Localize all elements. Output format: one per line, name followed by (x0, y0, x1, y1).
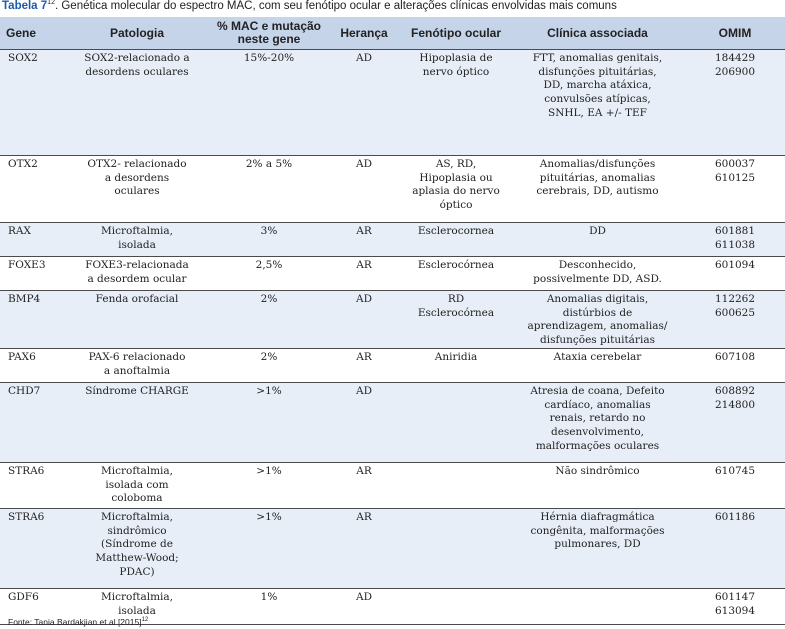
cell-omim: 610745 (714, 464, 756, 477)
cell-heranca: AR (356, 464, 372, 477)
cell-gene: OTX2 (8, 158, 38, 170)
cell-clinica: Não sindrômico (555, 464, 640, 477)
cell-fenotipo (402, 508, 510, 588)
cell-clinica: Desconhecido, possivelmente DD, ASD. (533, 259, 662, 285)
cell-omim: 112262 600625 (685, 291, 785, 349)
table-caption (2, 0, 617, 12)
cell-omim: 600037 610125 (714, 158, 756, 184)
cell-fenotipo (402, 588, 510, 624)
header-clinica: Clínica associada (510, 17, 685, 50)
cell-mac: 1% (260, 590, 278, 603)
cell-patologia: Síndrome CHARGE (62, 382, 212, 462)
cell-gene: GDF6 (8, 590, 39, 603)
cell-mac: 3% (212, 223, 326, 257)
cell-heranca: AR (326, 508, 402, 588)
cell-gene: FOXE3 (8, 259, 46, 271)
cell-fenotipo: Hipoplasia de nervo óptico (402, 50, 510, 156)
cell-clinica: Anomalias digitais, distúrbios de aprendizagem, anomalias/ disfunções pituitárias (510, 291, 685, 349)
cell-omim: 184429 206900 (685, 50, 785, 156)
cell-gene: STRA6 (0, 508, 62, 588)
table-source (8, 617, 148, 627)
header-omim: OMIM (685, 17, 785, 50)
cell-omim: 601147 613094 (714, 590, 756, 617)
header-row (0, 17, 785, 50)
table-row (0, 508, 785, 588)
genetics-table (0, 17, 785, 625)
cell-patologia: Fenda orofacial (62, 291, 212, 349)
cell-mac: >1% (212, 508, 326, 588)
cell-patologia: PAX-6 relacionado a anoftalmia (88, 350, 186, 377)
table-row (0, 382, 785, 462)
cell-clinica (510, 588, 685, 624)
cell-heranca: AD (326, 291, 402, 349)
cell-patologia: Microftalmia, isolada (62, 223, 212, 257)
cell-mac: >1% (256, 464, 282, 477)
cell-heranca: AD (355, 590, 372, 603)
cell-mac: >1% (212, 382, 326, 462)
cell-clinica: DD (510, 223, 685, 257)
cell-heranca: AR (356, 259, 372, 271)
cell-heranca: AD (326, 382, 402, 462)
cell-patologia: SOX2-relacionado a desordens oculares (62, 50, 212, 156)
cell-mac: 2,5% (255, 259, 283, 271)
cell-clinica: Atresia de coana, Defeito cardíaco, anomalias renais, retardo no desenvolvimento, malformações oculares (510, 382, 685, 462)
table-row (0, 223, 785, 257)
header-fenotipo: Fenótipo ocular (402, 17, 510, 50)
table-row (0, 156, 785, 223)
caption-ref: 12 (47, 0, 55, 6)
cell-gene: PAX6 (8, 350, 36, 363)
header-heranca: Herança (326, 17, 402, 50)
cell-patologia: OTX2- relacionado a desordens oculares (87, 158, 187, 198)
table-row (0, 50, 785, 156)
cell-heranca: AD (355, 158, 372, 170)
cell-gene: SOX2 (0, 50, 62, 156)
cell-patologia: FOXE3-relacionada a desordem ocular (85, 259, 189, 285)
table-row (0, 348, 785, 382)
cell-omim: 601881 611038 (685, 223, 785, 257)
source-ref: 12 (141, 617, 149, 624)
cell-gene: BMP4 (0, 291, 62, 349)
cell-mac: 15%-20% (212, 50, 326, 156)
cell-heranca: AR (326, 223, 402, 257)
cell-clinica: Anomalias/disfunções pituitárias, anomalias cerebrais, DD, autismo (536, 158, 659, 198)
header-patologia: Patologia (62, 17, 212, 50)
header-gene: Gene (0, 17, 62, 50)
cell-clinica: Ataxia cerebelar (553, 350, 642, 363)
cell-fenotipo (402, 382, 510, 462)
cell-omim: 607108 (714, 350, 756, 363)
cell-patologia: Microftalmia, sindrômico (Síndrome de Matthew-Wood; PDAC) (62, 508, 212, 588)
cell-mac: 2% a 5% (245, 158, 293, 170)
caption-text: . Genética molecular do espectro MAC, com seu fenótipo ocular e alterações clínicas envolvidas mais comuns (54, 0, 617, 12)
table-row (0, 291, 785, 349)
cell-gene: STRA6 (8, 464, 45, 477)
cell-fenotipo (402, 462, 510, 508)
cell-omim: 601094 (714, 259, 756, 271)
cell-fenotipo: Esclerocornea (402, 223, 510, 257)
cell-patologia: Microftalmia, isolada com coloboma (101, 464, 173, 505)
table-row (0, 257, 785, 291)
cell-mac: 2% (212, 291, 326, 349)
cell-fenotipo: RD Esclerocórnea (402, 291, 510, 349)
cell-heranca: AD (326, 50, 402, 156)
cell-heranca: AR (356, 350, 372, 363)
cell-patologia: Microftalmia, isolada (101, 590, 173, 617)
cell-omim: 608892 214800 (685, 382, 785, 462)
cell-mac: 2% (260, 350, 278, 363)
cell-fenotipo: AS, RD, Hipoplasia ou aplasia do nervo óptico (412, 158, 500, 212)
cell-clinica: Hérnia diafragmática congênita, malformações pulmonares, DD (510, 508, 685, 588)
cell-fenotipo: Aniridia (434, 350, 478, 363)
table-row (0, 462, 785, 508)
cell-gene: RAX (0, 223, 62, 257)
cell-gene: CHD7 (0, 382, 62, 462)
source-text: Fonte: Tania Bardakjian et al [2015] (8, 617, 142, 627)
cell-fenotipo: Esclerocórnea (417, 259, 495, 271)
cell-omim: 601186 (685, 508, 785, 588)
caption-label: Tabela 7 (2, 0, 48, 12)
cell-clinica: FTT, anomalias genitais, disfunções pituitárias, DD, marcha atáxica, convulsões atípicas, SNHL, EA +/- TEF (510, 50, 685, 156)
header-mac: % MAC e mutação neste gene (212, 17, 326, 50)
